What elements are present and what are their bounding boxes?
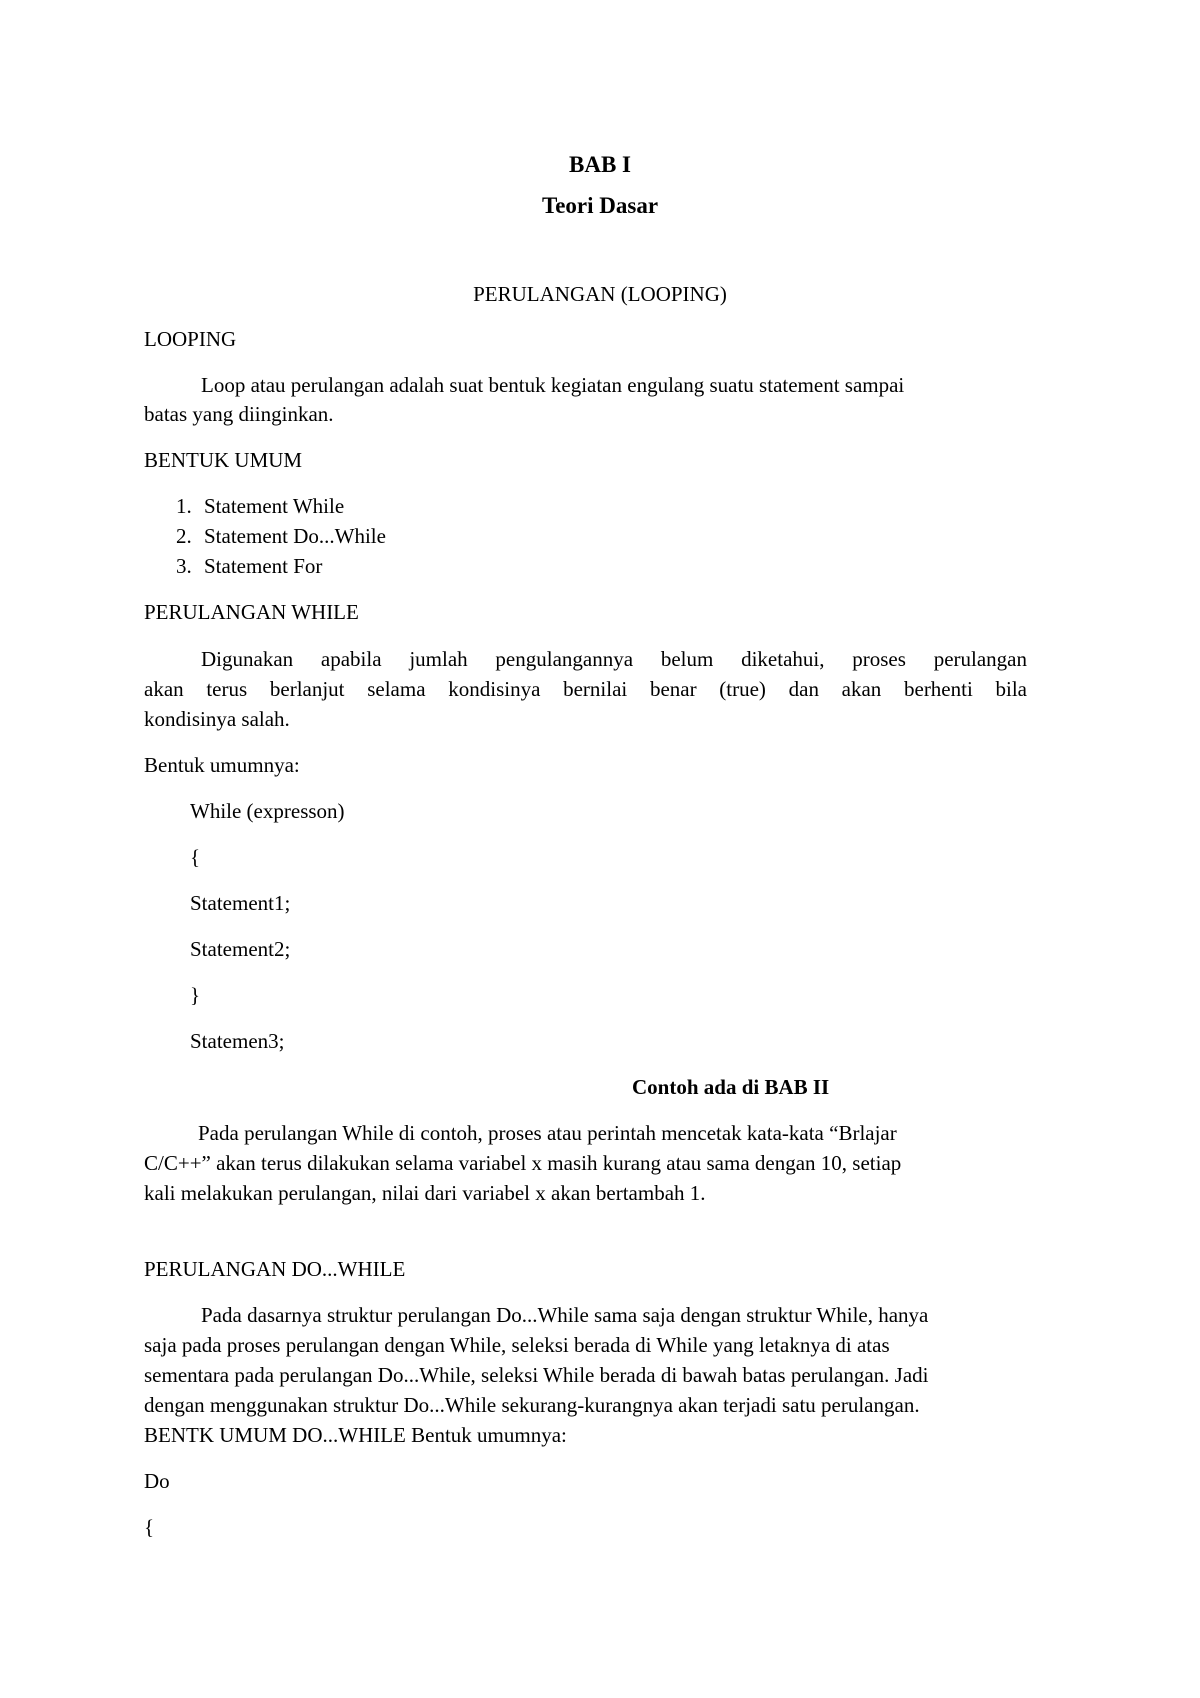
while-paragraph-line-1: Digunakan apabila jumlah pengulangannya belum diketahui, proses perulangan	[201, 647, 1027, 671]
while-paragraph2-line-1: Pada perulangan While di contoh, proses atau perintah mencetak kata-kata “Brlajar	[198, 1121, 897, 1145]
dowhile-heading: PERULANGAN DO...WHILE	[144, 1257, 406, 1281]
while-paragraph-line-2: akan terus berlanjut selama kondisinya bernilai benar (true) dan akan berhenti bila	[144, 677, 1027, 701]
code-line: Do	[144, 1469, 170, 1493]
while-paragraph-line-3: kondisinya salah.	[144, 707, 290, 731]
list-item-number: 2.	[176, 524, 192, 548]
section-title: PERULANGAN (LOOPING)	[473, 282, 727, 306]
while-form-label: Bentuk umumnya:	[144, 753, 300, 777]
while-heading: PERULANGAN WHILE	[144, 600, 359, 624]
while-paragraph2-line-3: kali melakukan perulangan, nilai dari variabel x akan bertambah 1.	[144, 1181, 706, 1205]
bentuk-umum-heading: BENTUK UMUM	[144, 448, 303, 472]
list-item-number: 1.	[176, 494, 192, 518]
looping-paragraph-line-1: Loop atau perulangan adalah suat bentuk kegiatan engulang suatu statement sampai	[201, 373, 905, 397]
code-line: {	[190, 845, 201, 869]
list-item-label: Statement For	[204, 554, 323, 578]
code-line: While (expresson)	[190, 799, 345, 823]
code-line: {	[144, 1515, 155, 1539]
list-item-number: 3.	[176, 554, 192, 578]
chapter-title: Teori Dasar	[541, 193, 659, 218]
dowhile-paragraph-line-1: Pada dasarnya struktur perulangan Do...While sama saja dengan struktur While, hanya	[201, 1303, 929, 1327]
dowhile-paragraph-line-3: sementara pada perulangan Do...While, seleksi While berada di bawah batas perulangan. Jadi	[144, 1363, 929, 1387]
code-line: Statemen3;	[190, 1029, 285, 1053]
dowhile-paragraph-line-5: BENTK UMUM DO...WHILE Bentuk umumnya:	[144, 1423, 567, 1447]
looping-paragraph-line-2: batas yang diinginkan.	[144, 402, 334, 426]
example-note: Contoh ada di BAB II	[632, 1075, 830, 1099]
code-line: Statement1;	[190, 891, 291, 915]
code-line: Statement2;	[190, 937, 291, 961]
dowhile-paragraph-line-2: saja pada proses perulangan dengan While, seleksi berada di While yang letaknya di atas	[144, 1333, 890, 1357]
list-item-label: Statement While	[204, 494, 345, 518]
looping-heading: LOOPING	[144, 327, 237, 351]
while-paragraph2-line-2: C/C++” akan terus dilakukan selama variabel x masih kurang atau sama dengan 10, setiap	[144, 1151, 902, 1175]
list-item-label: Statement Do...While	[204, 524, 386, 548]
dowhile-paragraph-line-4: dengan menggunakan struktur Do...While sekurang-kurangnya akan terjadi satu perulangan.	[144, 1393, 920, 1417]
chapter-number: BAB I	[569, 152, 631, 177]
code-line: }	[190, 983, 201, 1007]
